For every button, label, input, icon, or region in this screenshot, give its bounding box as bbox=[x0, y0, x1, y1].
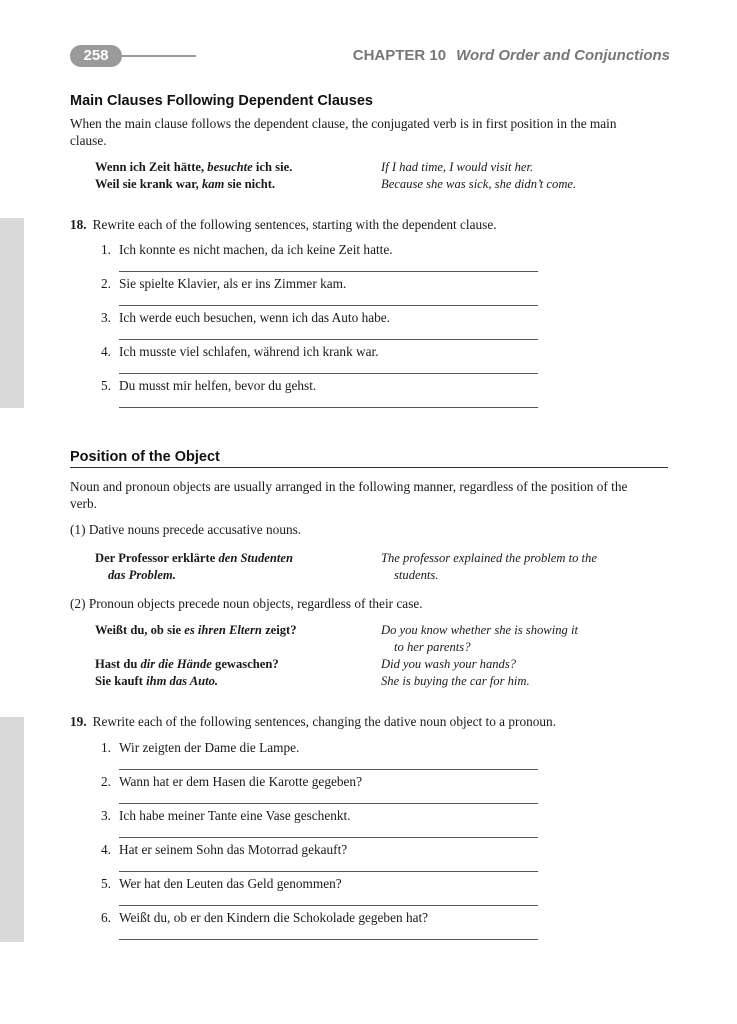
chapter-label: CHAPTER 10 bbox=[352, 47, 447, 64]
exercise-19-instruction: 19. Rewrite each of the following sentences, changing the dative noun object to a pronoun. bbox=[70, 714, 557, 729]
side-tab-decoration bbox=[0, 218, 24, 408]
answer-line[interactable] bbox=[119, 339, 538, 340]
rule-1: (1) Dative nouns precede accusative nouns. bbox=[70, 522, 302, 537]
exercise-item: 4. Hat er seinem Sohn das Motorrad gekauft? bbox=[101, 842, 348, 857]
exercise-item: 5. Wer hat den Leuten das Geld genommen? bbox=[101, 876, 342, 891]
example-english: The professor explained the problem to the students. bbox=[381, 551, 597, 582]
running-head bbox=[353, 47, 670, 64]
exercise-item: 4. Ich musste viel schlafen, während ich krank war. bbox=[101, 344, 379, 359]
rule-2: (2) Pronoun objects precede noun objects, regardless of their case. bbox=[70, 596, 423, 611]
page-number-badge: 258 bbox=[70, 45, 122, 67]
exercise-18-instruction: 18. Rewrite each of the following sentences, starting with the dependent clause. bbox=[70, 217, 497, 232]
example-line: Weil sie krank war, kam sie nicht. bbox=[95, 177, 276, 191]
side-tab-decoration bbox=[0, 717, 24, 942]
answer-line[interactable] bbox=[119, 305, 538, 306]
answer-line[interactable] bbox=[119, 939, 538, 940]
exercise-item: 1. Ich konnte es nicht machen, da ich keine Zeit hatte. bbox=[101, 242, 393, 257]
section2-intro: Noun and pronoun objects are usually arranged in the following manner, regardless of the position of the verb. bbox=[70, 479, 628, 511]
answer-line[interactable] bbox=[119, 373, 538, 374]
answer-line[interactable] bbox=[119, 871, 538, 872]
section-heading-main-clauses: Main Clauses Following Dependent Clauses bbox=[70, 93, 373, 109]
section1-intro: When the main clause follows the dependent clause, the conjugated verb is in first position in the main clause. bbox=[70, 116, 617, 148]
header-rule bbox=[120, 55, 196, 57]
answer-line[interactable] bbox=[119, 407, 538, 408]
example-german bbox=[95, 159, 365, 193]
chapter-title: Word Order and Conjunctions bbox=[456, 47, 670, 64]
answer-line[interactable] bbox=[119, 905, 538, 906]
example-line: Wenn ich Zeit hätte, besuchte ich sie. bbox=[95, 160, 293, 174]
exercise-item: 1. Wir zeigten der Dame die Lampe. bbox=[101, 740, 300, 755]
answer-line[interactable] bbox=[119, 803, 538, 804]
example-german: Weißt du, ob sie es ihren Eltern zeigt? bbox=[95, 623, 297, 637]
exercise-item: 3. Ich habe meiner Tante eine Vase geschenkt. bbox=[101, 808, 351, 823]
example-english: Did you wash your hands? She is buying the car for him. bbox=[381, 657, 530, 688]
answer-line[interactable] bbox=[119, 271, 538, 272]
exercise-item: 5. Du musst mir helfen, bevor du gehst. bbox=[101, 378, 317, 393]
exercise-item: 6. Weißt du, ob er den Kindern die Schokolade gegeben hat? bbox=[101, 910, 429, 925]
exercise-item: 2. Sie spielte Klavier, als er ins Zimmer kam. bbox=[101, 276, 347, 291]
example-german: Der Professor erklärte den Studenten das Problem. bbox=[95, 551, 293, 582]
example-english: Do you know whether she is showing it to her parents? bbox=[381, 623, 578, 654]
answer-line[interactable] bbox=[119, 769, 538, 770]
exercise-item: 2. Wann hat er dem Hasen die Karotte gegeben? bbox=[101, 774, 362, 789]
example-english: If I had time, I would visit her. Because she was sick, she didn’t come. bbox=[381, 160, 577, 191]
exercise-item: 3. Ich werde euch besuchen, wenn ich das Auto habe. bbox=[101, 310, 391, 325]
section-heading-position-object: Position of the Object bbox=[70, 449, 668, 468]
example-german: Hast du dir die Hände gewaschen? Sie kauft ihm das Auto. bbox=[95, 657, 279, 688]
answer-line[interactable] bbox=[119, 837, 538, 838]
